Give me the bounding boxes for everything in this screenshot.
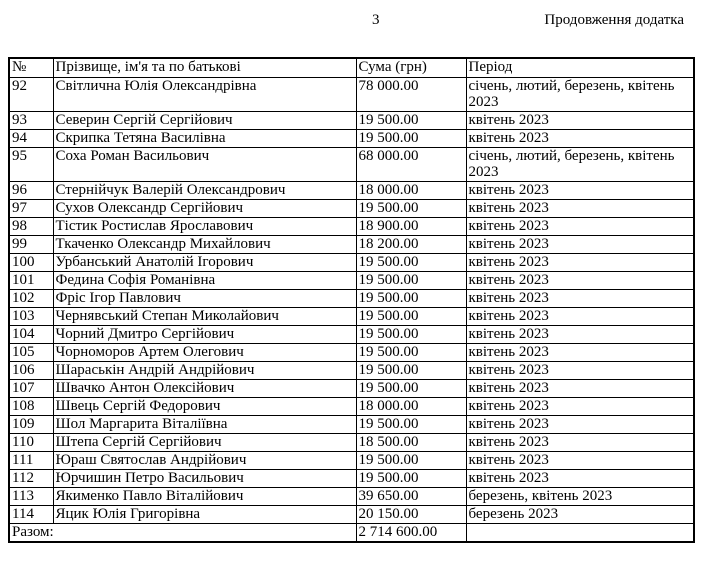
total-label: Разом: xyxy=(9,523,356,542)
row-name: Урбанський Анатолій Ігорович xyxy=(53,253,356,271)
row-name: Шол Маргарита Віталіївна xyxy=(53,415,356,433)
table-header xyxy=(9,58,694,77)
row-period: квітень 2023 xyxy=(466,253,694,271)
row-number: 95 xyxy=(9,147,53,181)
row-amount: 19 500.00 xyxy=(356,271,466,289)
row-period: квітень 2023 xyxy=(466,307,694,325)
column-header-number: № xyxy=(9,58,53,77)
row-period: квітень 2023 xyxy=(466,379,694,397)
row-period: січень, лютий, березень, квітень 2023 xyxy=(466,77,694,111)
table-row xyxy=(9,235,694,253)
table-row xyxy=(9,397,694,415)
row-number: 105 xyxy=(9,343,53,361)
row-period: квітень 2023 xyxy=(466,217,694,235)
row-number: 92 xyxy=(9,77,53,111)
row-name: Юраш Святослав Андрійович xyxy=(53,451,356,469)
table-body xyxy=(9,77,694,523)
row-number: 107 xyxy=(9,379,53,397)
row-amount: 18 000.00 xyxy=(356,181,466,199)
row-name: Яцик Юлія Григорівна xyxy=(53,505,356,523)
continuation-label: Продовження додатка xyxy=(544,12,684,28)
row-amount: 19 500.00 xyxy=(356,111,466,129)
row-period: квітень 2023 xyxy=(466,129,694,147)
row-number: 108 xyxy=(9,397,53,415)
row-number: 99 xyxy=(9,235,53,253)
row-name: Скрипка Тетяна Василівна xyxy=(53,129,356,147)
row-name: Світлична Юлія Олександрівна xyxy=(53,77,356,111)
page-header xyxy=(0,0,701,57)
row-name: Юрчишин Петро Васильович xyxy=(53,469,356,487)
row-number: 111 xyxy=(9,451,53,469)
table-row xyxy=(9,307,694,325)
row-name: Ткаченко Олександр Михайлович xyxy=(53,235,356,253)
row-amount: 19 500.00 xyxy=(356,379,466,397)
table-row xyxy=(9,451,694,469)
table-row xyxy=(9,129,694,147)
row-number: 110 xyxy=(9,433,53,451)
table-row xyxy=(9,343,694,361)
row-amount: 18 000.00 xyxy=(356,397,466,415)
column-header-period: Період xyxy=(466,58,694,77)
row-amount: 19 500.00 xyxy=(356,469,466,487)
row-number: 93 xyxy=(9,111,53,129)
table-row xyxy=(9,325,694,343)
row-amount: 19 500.00 xyxy=(356,307,466,325)
row-name: Штепа Сергій Сергійович xyxy=(53,433,356,451)
table-row xyxy=(9,433,694,451)
row-amount: 78 000.00 xyxy=(356,77,466,111)
row-period: квітень 2023 xyxy=(466,271,694,289)
row-number: 112 xyxy=(9,469,53,487)
row-period: квітень 2023 xyxy=(466,325,694,343)
row-name: Стернійчук Валерій Олександрович xyxy=(53,181,356,199)
row-name: Фріс Ігор Павлович xyxy=(53,289,356,307)
table-row xyxy=(9,469,694,487)
row-amount: 19 500.00 xyxy=(356,451,466,469)
table-row xyxy=(9,253,694,271)
row-name: Чернявський Степан Миколайович xyxy=(53,307,356,325)
row-number: 100 xyxy=(9,253,53,271)
row-amount: 39 650.00 xyxy=(356,487,466,505)
table-row xyxy=(9,147,694,181)
row-amount: 19 500.00 xyxy=(356,289,466,307)
row-period: березень, квітень 2023 xyxy=(466,487,694,505)
row-amount: 19 500.00 xyxy=(356,343,466,361)
row-number: 106 xyxy=(9,361,53,379)
row-name: Соха Роман Васильович xyxy=(53,147,356,181)
row-name: Шараськін Андрій Андрійович xyxy=(53,361,356,379)
row-period: квітень 2023 xyxy=(466,343,694,361)
row-amount: 68 000.00 xyxy=(356,147,466,181)
table-row xyxy=(9,505,694,523)
row-amount: 19 500.00 xyxy=(356,415,466,433)
row-amount: 19 500.00 xyxy=(356,325,466,343)
row-period: квітень 2023 xyxy=(466,433,694,451)
row-name: Швачко Антон Олексійович xyxy=(53,379,356,397)
table-row xyxy=(9,361,694,379)
row-number: 98 xyxy=(9,217,53,235)
table-row xyxy=(9,415,694,433)
row-period: квітень 2023 xyxy=(466,199,694,217)
row-name: Тістик Ростислав Ярославович xyxy=(53,217,356,235)
table-header-row xyxy=(9,58,694,77)
row-period: квітень 2023 xyxy=(466,451,694,469)
table-row xyxy=(9,217,694,235)
table-row xyxy=(9,271,694,289)
total-amount: 2 714 600.00 xyxy=(356,523,466,542)
total-row xyxy=(9,523,694,542)
row-amount: 19 500.00 xyxy=(356,129,466,147)
row-amount: 19 500.00 xyxy=(356,253,466,271)
row-period: квітень 2023 xyxy=(466,111,694,129)
row-number: 96 xyxy=(9,181,53,199)
column-header-amount: Сума (грн) xyxy=(356,58,466,77)
table-row xyxy=(9,181,694,199)
row-number: 104 xyxy=(9,325,53,343)
row-name: Чорний Дмитро Сергійович xyxy=(53,325,356,343)
row-number: 109 xyxy=(9,415,53,433)
row-number: 94 xyxy=(9,129,53,147)
row-period: січень, лютий, березень, квітень 2023 xyxy=(466,147,694,181)
row-amount: 19 500.00 xyxy=(356,199,466,217)
row-amount: 18 900.00 xyxy=(356,217,466,235)
row-name: Сухов Олександр Сергійович xyxy=(53,199,356,217)
row-number: 103 xyxy=(9,307,53,325)
row-number: 113 xyxy=(9,487,53,505)
row-period: квітень 2023 xyxy=(466,469,694,487)
page-number: 3 xyxy=(372,12,380,28)
row-number: 97 xyxy=(9,199,53,217)
row-amount: 19 500.00 xyxy=(356,361,466,379)
table-row xyxy=(9,289,694,307)
row-number: 114 xyxy=(9,505,53,523)
table-row xyxy=(9,199,694,217)
table-row xyxy=(9,111,694,129)
row-name: Швець Сергій Федорович xyxy=(53,397,356,415)
row-amount: 20 150.00 xyxy=(356,505,466,523)
column-header-name: Прізвище, ім'я та по батькові xyxy=(53,58,356,77)
payments-table xyxy=(8,57,695,543)
row-name: Чорноморов Артем Олегович xyxy=(53,343,356,361)
row-period: квітень 2023 xyxy=(466,397,694,415)
row-number: 101 xyxy=(9,271,53,289)
row-number: 102 xyxy=(9,289,53,307)
row-name: Северин Сергій Сергійович xyxy=(53,111,356,129)
table-footer xyxy=(9,523,694,542)
row-name: Якименко Павло Віталійович xyxy=(53,487,356,505)
row-period: квітень 2023 xyxy=(466,361,694,379)
table-row xyxy=(9,379,694,397)
table-row xyxy=(9,487,694,505)
row-period: березень 2023 xyxy=(466,505,694,523)
row-name: Федина Софія Романівна xyxy=(53,271,356,289)
row-amount: 18 200.00 xyxy=(356,235,466,253)
row-period: квітень 2023 xyxy=(466,235,694,253)
total-period xyxy=(466,523,694,542)
table-row xyxy=(9,77,694,111)
row-period: квітень 2023 xyxy=(466,181,694,199)
row-period: квітень 2023 xyxy=(466,415,694,433)
row-period: квітень 2023 xyxy=(466,289,694,307)
row-amount: 18 500.00 xyxy=(356,433,466,451)
